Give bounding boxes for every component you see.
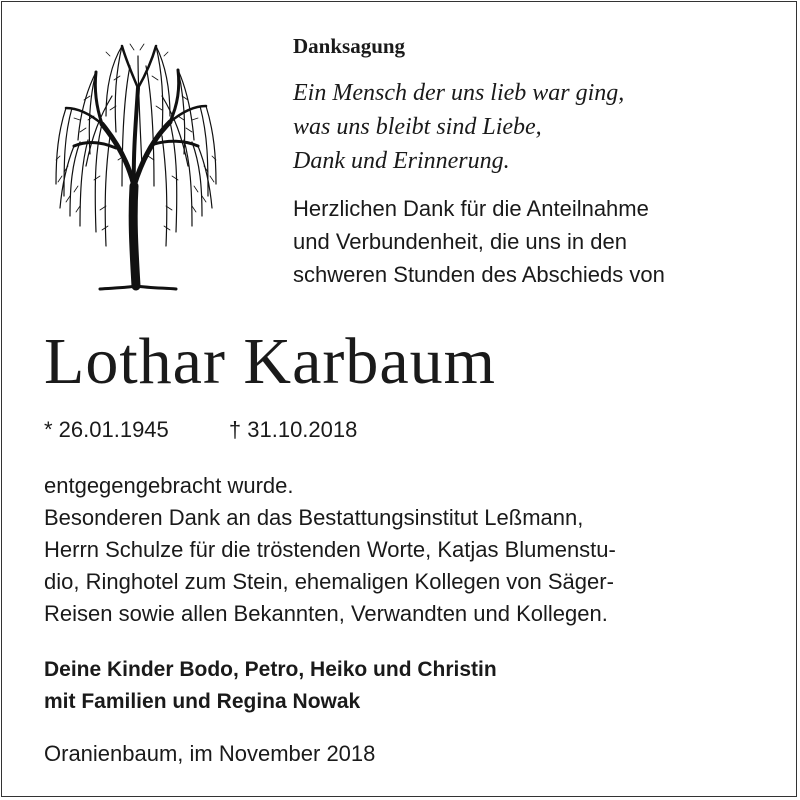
death-date: † 31.10.2018 bbox=[228, 417, 358, 442]
thanks-text bbox=[293, 192, 665, 291]
body-line: Herrn Schulze für die tröstenden Worte, Katjas Blumenstu- bbox=[44, 537, 616, 562]
poem-line: Dank und Erinnerung. bbox=[293, 148, 510, 174]
body-line: dio, Ringhotel zum Stein, ehemaligen Kollegen von Säger- bbox=[44, 569, 614, 594]
life-dates bbox=[44, 414, 357, 446]
family-line: Deine Kinder Bodo, Petro, Heiko und Christin bbox=[44, 658, 497, 681]
thanks-line: schweren Stunden des Abschieds von bbox=[293, 262, 665, 287]
thanks-line: Herzlichen Dank für die Anteilnahme bbox=[293, 196, 649, 221]
family-signature bbox=[44, 654, 497, 718]
birth-date: * 26.01.1945 bbox=[44, 417, 169, 442]
deceased-name: Lothar Karbaum bbox=[44, 325, 496, 398]
body-line: Reisen sowie allen Bekannten, Verwandten und Kollegen. bbox=[44, 601, 608, 626]
body-line: Besonderen Dank an das Bestattungsinstitut Leßmann, bbox=[44, 505, 584, 530]
poem-line: Ein Mensch der uns lieb war ging, bbox=[293, 80, 625, 106]
heading: Danksagung bbox=[293, 34, 406, 58]
place-date: Oranienbaum, im November 2018 bbox=[44, 741, 376, 766]
body-text bbox=[44, 470, 616, 630]
willow-tree-icon bbox=[50, 36, 222, 292]
thanks-line: und Verbundenheit, die uns in den bbox=[293, 229, 627, 254]
poem bbox=[293, 76, 624, 178]
family-line: mit Familien und Regina Nowak bbox=[44, 690, 361, 713]
body-line: entgegengebracht wurde. bbox=[44, 473, 294, 498]
poem-line: was uns bleibt sind Liebe, bbox=[293, 114, 542, 140]
